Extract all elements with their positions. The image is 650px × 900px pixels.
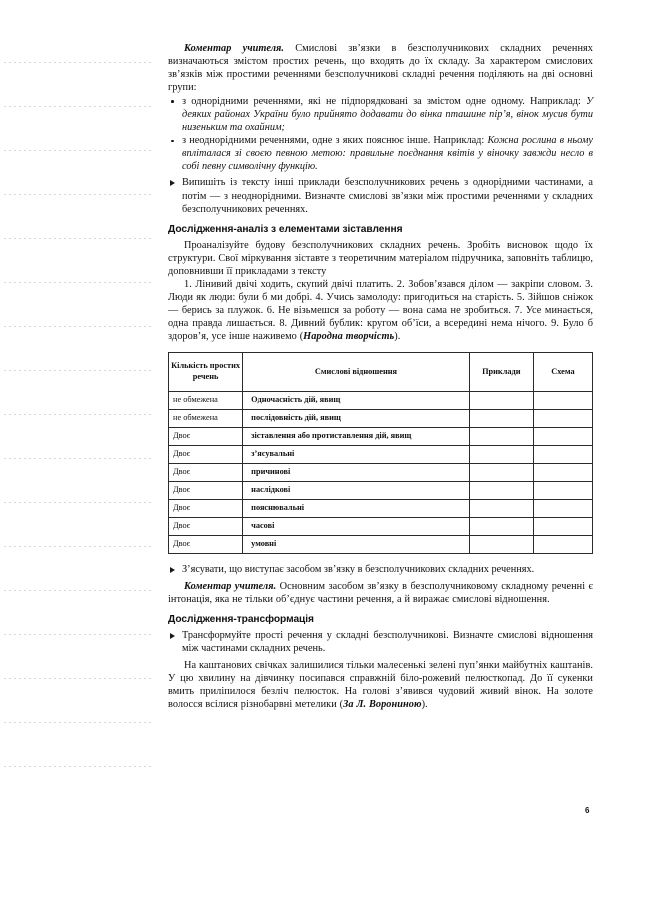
task-list-2 xyxy=(168,563,593,576)
cell-scheme[interactable] xyxy=(533,463,592,481)
cell-relation: з’ясувальні xyxy=(243,445,470,463)
group-2-text: з неоднорідними реченнями, одне з яких пояснює інше. Наприклад: xyxy=(182,135,488,147)
table-row xyxy=(169,517,593,535)
table-row xyxy=(169,481,593,499)
proverbs-source: Народна творчість xyxy=(303,330,395,342)
task-2-text: З’ясувати, що виступає засобом зв’язку в безсполучникових складних реченнях. xyxy=(182,563,535,575)
cell-scheme[interactable] xyxy=(533,517,592,535)
group-2-example: Кожна рослина в ньому впліталася зі своєю певною метою: правильне поєднання квітів у віночку завжди несло в собі певну символічну функцію. xyxy=(182,135,593,173)
table-row xyxy=(169,535,593,553)
cell-scheme[interactable] xyxy=(533,535,592,553)
list-item xyxy=(168,95,593,134)
cell-count: Двоє xyxy=(169,517,243,535)
cell-relation: часові xyxy=(243,517,470,535)
cell-examples[interactable] xyxy=(469,391,533,409)
cell-examples[interactable] xyxy=(469,409,533,427)
teacher-comment-paragraph-2 xyxy=(168,580,593,606)
cell-scheme[interactable] xyxy=(533,391,592,409)
cell-examples[interactable] xyxy=(469,499,533,517)
cell-examples[interactable] xyxy=(469,463,533,481)
table-row xyxy=(169,391,593,409)
cell-count: Двоє xyxy=(169,499,243,517)
table-row xyxy=(169,499,593,517)
cell-relation: наслідкові xyxy=(243,481,470,499)
teacher-comment-label-1: Коментар учителя. xyxy=(184,43,285,54)
cell-examples[interactable] xyxy=(469,517,533,535)
relations-table xyxy=(168,352,593,554)
page-number: 6 xyxy=(585,806,590,815)
table-header-scheme: Схема xyxy=(533,352,592,391)
heading-analysis: Дослідження-аналіз з елементами зіставлення xyxy=(168,223,403,235)
cell-scheme[interactable] xyxy=(533,409,592,427)
heading-transformation: Дослідження-трансформація xyxy=(168,614,314,626)
cell-count: Двоє xyxy=(169,445,243,463)
teacher-comment-body-1: Смислові зв’язки в безсполучникових складних реченнях визначаються змістом простих речень, що входять до їх складу. За характером смислових зв’язків між простими реченнями безсполучникові складні речення поділяють на дві основні групи: xyxy=(168,43,594,94)
proverbs-tail: ). xyxy=(394,330,401,342)
cell-relation: послідовність дій, явищ xyxy=(243,409,470,427)
cell-scheme[interactable] xyxy=(533,427,592,445)
table-header-count: Кількість простих речень xyxy=(169,352,243,391)
list-item xyxy=(168,176,593,215)
cell-scheme[interactable] xyxy=(533,499,592,517)
cell-examples[interactable] xyxy=(469,535,533,553)
group-1-text: з однорідними реченнями, які не підпорядковані за змістом одне одному. Наприклад: xyxy=(182,96,587,108)
cell-count: Двоє xyxy=(169,463,243,481)
list-item xyxy=(168,134,593,173)
cell-count: Двоє xyxy=(169,427,243,445)
task-3-text: Трансформуйте прості речення у складні безсполучникові. Визначте смислові відношення між частинами складних речень. xyxy=(182,630,593,655)
analysis-intro-paragraph: Проаналізуйте будову безсполучникових складних речень. Зробіть висновок щодо їх структури. Свої міркування зіставте з теоретичним матеріалом підручника, заповніть таблицю, доповнивши її прикладами з тексту xyxy=(168,239,593,277)
final-text-paragraph xyxy=(168,659,593,711)
final-text-tail: ). xyxy=(421,699,428,711)
cell-examples[interactable] xyxy=(469,481,533,499)
table-row xyxy=(169,427,593,445)
cell-scheme[interactable] xyxy=(533,445,592,463)
proverbs-paragraph xyxy=(168,278,593,343)
final-text-source: За Л. Ворониною xyxy=(343,699,422,711)
arrow-bullet-icon xyxy=(170,180,175,186)
proverbs-text: 1. Лінивий двічі ходить, скупий двічі платить. 2. Зобов’язався ділом — закріпи словом. 3. Люди як люди: були б ми добрі. 4. Учись замолоду: пригодиться на старість. 5. Зійшов сніжок — берись за плужок. 6. Не візьмешся за роботу — вона сама не зробиться. 7. Усе минається, одна правда лишається. 8. Дивний бублик: кругом об’їси, а всередині нема нічого. 9. Було б здоров’я, усе інше наживемо ( xyxy=(168,278,593,342)
cell-count: Двоє xyxy=(169,535,243,553)
task-list-1 xyxy=(168,176,593,215)
final-text-body: На каштанових свічках залишилися тільки малесенькі зелені пуп’янки майбутніх каштанів. У цю хвилину на дівчинку посипався справжній біло-рожевий пелюсткопад. До її сукенки вмить приліпилося безліч пелюсток. На голові з’явився чудовий живий вінок. На золоте волосся всілися різнобарвні метелики ( xyxy=(168,660,593,711)
cell-relation: зіставлення або протиставлення дій, явищ xyxy=(243,427,470,445)
arrow-bullet-icon xyxy=(170,633,175,639)
list-item xyxy=(168,563,593,576)
cell-count: не обмежена xyxy=(169,409,243,427)
bullet-dot-icon xyxy=(171,100,174,103)
cell-count: не обмежена xyxy=(169,391,243,409)
cell-relation: пояснювальні xyxy=(243,499,470,517)
spacer xyxy=(168,554,593,560)
cell-scheme[interactable] xyxy=(533,481,592,499)
teacher-comment-label-2: Коментар учителя. xyxy=(184,581,277,593)
table-body xyxy=(169,391,593,553)
cell-relation: умовні xyxy=(243,535,470,553)
task-1-text: Випишіть із тексту інші приклади безсполучникових речень з однорідними частинами, а потім — з неоднорідними. Визначте смислові зв’язки між простими реченнями у складних безсполучникових реченнях. xyxy=(182,177,593,215)
cell-relation: Одночасність дій, явищ xyxy=(243,391,470,409)
table-header-examples: Приклади xyxy=(469,352,533,391)
group-1-example: У деяких районах України було прийнято додавати до вінка пташине пір’я, вінок мусив бути низеньким та охайним; xyxy=(182,96,593,134)
cell-examples[interactable] xyxy=(469,427,533,445)
table-row xyxy=(169,445,593,463)
table-header-relation: Смислові відношення xyxy=(243,352,470,391)
table-row xyxy=(169,409,593,427)
cell-relation: причинові xyxy=(243,463,470,481)
cell-examples[interactable] xyxy=(469,445,533,463)
page-content xyxy=(168,42,593,711)
cell-count: Двоє xyxy=(169,481,243,499)
bullet-dot-icon xyxy=(171,140,174,143)
group-types-list xyxy=(168,95,593,173)
table-header-row xyxy=(169,352,593,391)
arrow-bullet-icon xyxy=(170,567,175,573)
list-item xyxy=(168,629,593,655)
task-list-3 xyxy=(168,629,593,655)
table-row xyxy=(169,463,593,481)
teacher-comment-paragraph-1 xyxy=(168,42,593,94)
teacher-comment-body-2: Основним засобом зв’язку в безсполучниковому складному реченні є інтонація, яка не тільки об’єднує частини речення, а й виражає смислові відношення. xyxy=(168,581,593,606)
